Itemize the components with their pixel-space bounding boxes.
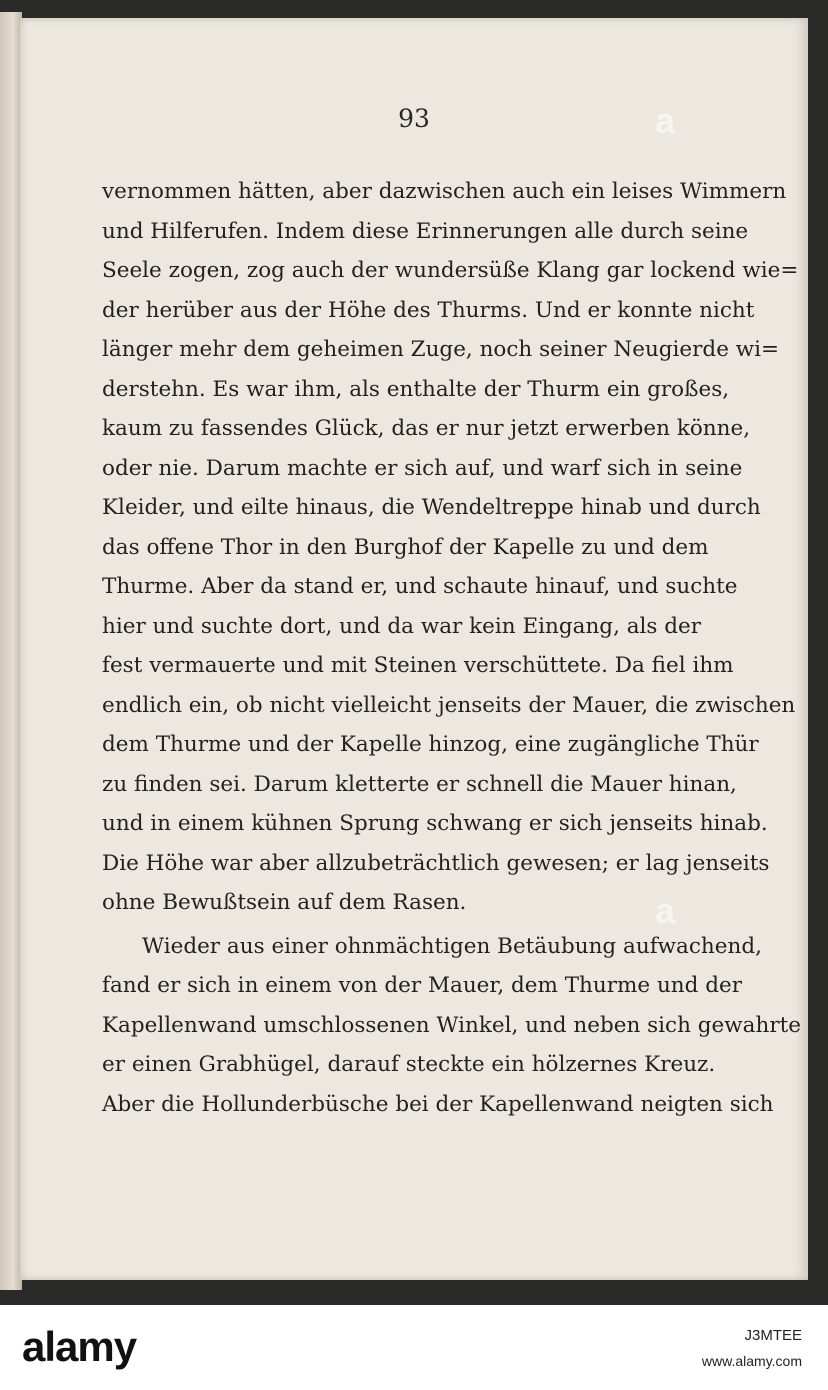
text-line: vernommen hätten, aber dazwischen auch ein leises Wimmern [102, 179, 787, 204]
text-line: Kleider, und eilte hinaus, die Wendeltreppe hinab und durch [102, 495, 761, 520]
book-page [20, 18, 808, 1280]
footer-url: www.alamy.com [701, 1353, 802, 1369]
previous-page-edge [0, 12, 22, 1290]
text-line: Wieder aus einer ohnmächtigen Betäubung aufwachend, [142, 933, 762, 959]
text-line: fand er sich in einem von der Mauer, dem Thurme und der [102, 973, 743, 998]
text-line: dem Thurme und der Kapelle hinzog, eine zugängliche Thür [102, 732, 759, 757]
page-number: 93 [398, 104, 430, 133]
stock-footer [0, 1305, 828, 1390]
text-line: Kapellenwand umschlossenen Winkel, und neben sich gewahrte [102, 1012, 801, 1038]
text-line: fest vermauerte und mit Steinen verschüttete. Da fiel ihm [102, 653, 734, 678]
watermark-logo: a [655, 890, 676, 931]
text-line: der herüber aus der Höhe des Thurms. Und er konnte nicht [102, 297, 755, 323]
text-line: oder nie. Darum machte er sich auf, und warf sich in seine [102, 455, 743, 481]
text-line: derstehn. Es war ihm, als enthalte der Thurm ein großes, [102, 376, 730, 402]
text-line: das offene Thor in den Burghof der Kapelle zu und dem [102, 534, 709, 560]
text-line: endlich ein, ob nicht vielleicht jenseits der Mauer, die zwischen [102, 692, 796, 718]
text-line: Die Höhe war aber allzubeträchtlich gewesen; er lag jenseits [102, 850, 770, 876]
alamy-logo: alamy [22, 1323, 137, 1370]
text-line: kaum zu fassendes Glück, das er nur jetzt erwerben könne, [102, 416, 751, 441]
body-text [102, 172, 801, 1124]
text-line: Aber die Hollunderbüsche bei der Kapellenwand neigten sich [102, 1091, 774, 1117]
watermark-logo: a [655, 100, 676, 141]
text-line: und Hilferufen. Indem diese Erinnerungen alle durch seine [102, 218, 749, 244]
image-id: J3MTEE [744, 1327, 802, 1344]
text-line: und in einem kühnen Sprung schwang er sich jenseits hinab. [102, 811, 768, 836]
text-line: zu finden sei. Darum kletterte er schnell die Mauer hinan, [102, 771, 737, 797]
text-line: ohne Bewußtsein auf dem Rasen. [102, 890, 467, 915]
text-line: länger mehr dem geheimen Zuge, noch seiner Neugierde wi= [102, 337, 780, 362]
text-line: Seele zogen, zog auch der wundersüße Klang gar lockend wie= [102, 258, 799, 283]
text-line: er einen Grabhügel, darauf steckte ein hölzernes Kreuz. [102, 1052, 716, 1077]
text-line: Thurme. Aber da stand er, und schaute hinauf, und suchte [102, 574, 738, 599]
text-line: hier und suchte dort, und da war kein Eingang, als der [102, 613, 702, 639]
